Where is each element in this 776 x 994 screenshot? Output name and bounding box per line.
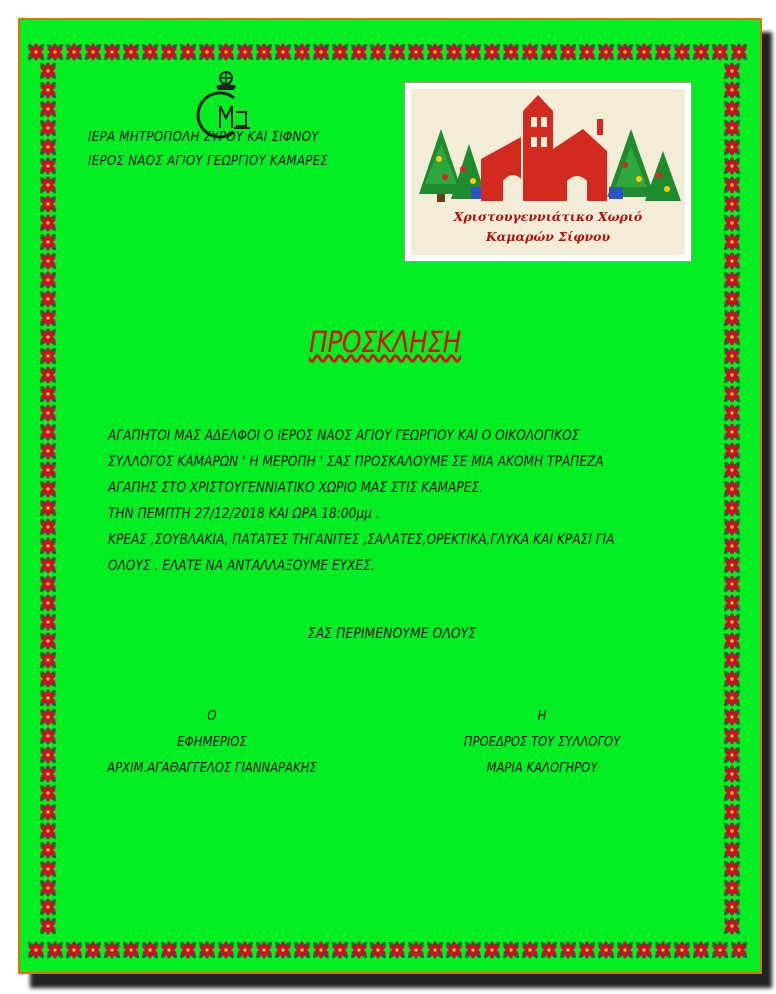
poinsettia-flower	[65, 43, 84, 62]
body-line-3: ΑΓΑΠΗΣ ΣΤΟ ΧΡΙΣΤΟΥΓΕΝΝΙΑΤΙΚΟ ΧΩΡΙΟ ΜΑΣ ΣΤΙΣ ΚΑΜΑΡΕΣ.	[108, 480, 484, 496]
poinsettia-flower	[388, 43, 407, 62]
org-line-church: ΙΕΡΟΣ ΝΑΟΣ ΑΓΙΟΥ ΓΕΩΡΓΙΟΥ ΚΑΜΑΡΕΣ	[88, 154, 329, 169]
poinsettia-flower	[39, 100, 58, 119]
poinsettia-flower	[723, 670, 742, 689]
sig-right-article: Η	[537, 708, 547, 724]
poinsettia-flower	[711, 43, 730, 62]
poinsettia-flower	[39, 613, 58, 632]
poinsettia-flower	[723, 81, 742, 100]
sig-left-role: ΕΦΗΜΕΡΙΟΣ	[177, 734, 247, 750]
poinsettia-flower	[179, 941, 198, 960]
poinsettia-flower	[293, 43, 312, 62]
poinsettia-flower	[122, 941, 141, 960]
poinsettia-flower	[723, 575, 742, 594]
poinsettia-flower	[160, 43, 179, 62]
poinsettia-flower	[369, 941, 388, 960]
poinsettia-flower	[723, 271, 742, 290]
poinsettia-flower	[723, 594, 742, 613]
poinsettia-flower	[540, 941, 559, 960]
poinsettia-flower	[723, 765, 742, 784]
poinsettia-flower	[39, 784, 58, 803]
poinsettia-flower	[65, 941, 84, 960]
poinsettia-flower	[723, 613, 742, 632]
poinsettia-flower	[331, 941, 350, 960]
poinsettia-flower	[39, 138, 58, 157]
poinsettia-flower	[723, 632, 742, 651]
poinsettia-flower	[723, 917, 742, 936]
poinsettia-flower	[723, 290, 742, 309]
poinsettia-flower	[39, 252, 58, 271]
poinsettia-flower	[293, 941, 312, 960]
poinsettia-flower	[723, 822, 742, 841]
poinsettia-flower	[236, 941, 255, 960]
poinsettia-flower	[483, 43, 502, 62]
poinsettia-flower	[723, 537, 742, 556]
poinsettia-flower	[255, 941, 274, 960]
christmas-village-logo	[404, 82, 692, 262]
poinsettia-flower	[711, 941, 730, 960]
org-line-metropolis: ΙΕΡΑ ΜΗΤΡΟΠΟΛΗ ΣΥΡΟΥ ΚΑΙ ΣΙΦΝΟΥ	[88, 130, 319, 145]
poinsettia-flower	[39, 594, 58, 613]
poinsettia-flower	[39, 461, 58, 480]
poinsettia-flower	[723, 708, 742, 727]
poinsettia-flower	[616, 43, 635, 62]
poinsettia-flower	[723, 157, 742, 176]
poinsettia-flower	[723, 366, 742, 385]
poinsettia-flower	[723, 860, 742, 879]
poinsettia-flower	[464, 941, 483, 960]
poinsettia-flower	[426, 43, 445, 62]
poinsettia-flower	[39, 708, 58, 727]
poinsettia-flower	[597, 941, 616, 960]
poinsettia-flower	[723, 518, 742, 537]
poinsettia-flower	[578, 43, 597, 62]
poinsettia-flower	[730, 941, 749, 960]
logo-caption-line1: Χριστουγεννιάτικο Χωριό	[453, 209, 643, 224]
poinsettia-flower	[635, 941, 654, 960]
poinsettia-flower	[274, 43, 293, 62]
poinsettia-flower	[521, 941, 540, 960]
poinsettia-flower	[388, 941, 407, 960]
poinsettia-flower	[654, 43, 673, 62]
poinsettia-flower	[445, 941, 464, 960]
poinsettia-flower	[635, 43, 654, 62]
poinsettia-flower	[39, 575, 58, 594]
poinsettia-flower	[723, 119, 742, 138]
poinsettia-flower	[103, 941, 122, 960]
poinsettia-flower	[141, 941, 160, 960]
poinsettia-flower	[540, 43, 559, 62]
poinsettia-flower	[521, 43, 540, 62]
body-line-1: ΑΓΑΠΗΤΟΙ ΜΑΣ ΑΔΕΛΦΟΙ Ο ΙΕΡΟΣ ΝΑΟΣ ΑΓΙΟΥ ΓΕΩΡΓΙΟΥ ΚΑΙ Ο ΟΙΚΟΛΟΓΙΚΟΣ	[108, 428, 580, 444]
poinsettia-flower	[723, 423, 742, 442]
poinsettia-flower	[39, 81, 58, 100]
poinsettia-flower	[723, 138, 742, 157]
poinsettia-flower	[27, 43, 46, 62]
poinsettia-flower	[723, 100, 742, 119]
poinsettia-flower	[141, 43, 160, 62]
poinsettia-flower	[39, 366, 58, 385]
poinsettia-flower	[692, 43, 711, 62]
body-line-5: ΚΡΕΑΣ ,ΣΟΥΒΛΑΚΙΑ, ΠΑΤΑΤΕΣ ΤΗΓΑΝΙΤΕΣ ,ΣΑΛΑΤΕΣ,ΟΡΕΚΤΙΚΑ,ΓΛΥΚΑ ΚΑΙ ΚΡΑΣΙ ΓΙΑ	[108, 532, 615, 548]
poinsettia-flower	[39, 746, 58, 765]
poinsettia-flower	[39, 157, 58, 176]
poinsettia-flower	[723, 556, 742, 575]
poinsettia-flower	[84, 43, 103, 62]
poinsettia-flower	[723, 841, 742, 860]
poinsettia-flower	[39, 518, 58, 537]
poinsettia-flower	[39, 214, 58, 233]
poinsettia-flower	[723, 651, 742, 670]
poinsettia-flower	[331, 43, 350, 62]
body-line-4: ΤΗΝ ΠΕΜΠΤΗ 27/12/2018 ΚΑΙ ΩΡΑ 18:00μμ .	[108, 506, 380, 522]
poinsettia-flower	[39, 651, 58, 670]
poinsettia-flower	[39, 233, 58, 252]
poinsettia-flower	[103, 43, 122, 62]
poinsettia-flower	[369, 43, 388, 62]
poinsettia-flower	[407, 941, 426, 960]
poinsettia-flower	[39, 727, 58, 746]
poinsettia-flower	[483, 941, 502, 960]
poinsettia-flower	[274, 941, 293, 960]
poinsettia-flower	[502, 941, 521, 960]
poinsettia-flower	[723, 442, 742, 461]
poinsettia-flower	[27, 941, 46, 960]
poinsettia-flower	[39, 556, 58, 575]
poinsettia-flower	[312, 43, 331, 62]
poinsettia-flower	[39, 347, 58, 366]
poinsettia-flower	[723, 898, 742, 917]
poinsettia-flower	[407, 43, 426, 62]
poinsettia-flower	[723, 784, 742, 803]
poinsettia-flower	[723, 727, 742, 746]
poinsettia-flower	[597, 43, 616, 62]
poinsettia-flower	[39, 841, 58, 860]
poinsettia-flower	[255, 43, 274, 62]
poinsettia-flower	[46, 43, 65, 62]
poinsettia-flower	[160, 941, 179, 960]
invitation-page	[18, 18, 762, 974]
poinsettia-flower	[39, 385, 58, 404]
poinsettia-flower	[39, 917, 58, 936]
poinsettia-flower	[673, 941, 692, 960]
poinsettia-flower	[179, 43, 198, 62]
invitation-title: ΠΡΟΣΚΛΗΣΗ	[308, 325, 462, 359]
poinsettia-flower	[723, 461, 742, 480]
poinsettia-flower	[673, 43, 692, 62]
poinsettia-flower	[46, 941, 65, 960]
poinsettia-flower	[39, 822, 58, 841]
poinsettia-flower	[217, 43, 236, 62]
poinsettia-flower	[84, 941, 103, 960]
sig-right-name: ΜΑΡΙΑ ΚΑΛΟΓΗΡΟΥ	[486, 760, 598, 776]
poinsettia-flower	[39, 803, 58, 822]
poinsettia-flower	[723, 879, 742, 898]
poinsettia-flower	[39, 119, 58, 138]
poinsettia-flower	[198, 941, 217, 960]
poinsettia-flower	[723, 328, 742, 347]
poinsettia-flower	[122, 43, 141, 62]
poinsettia-flower	[654, 941, 673, 960]
poinsettia-flower	[723, 385, 742, 404]
poinsettia-flower	[39, 328, 58, 347]
poinsettia-flower	[723, 803, 742, 822]
poinsettia-flower	[217, 941, 236, 960]
poinsettia-flower	[236, 43, 255, 62]
poinsettia-flower	[39, 423, 58, 442]
poinsettia-flower	[723, 233, 742, 252]
poinsettia-flower	[39, 879, 58, 898]
poinsettia-flower	[39, 480, 58, 499]
poinsettia-flower	[723, 309, 742, 328]
poinsettia-flower	[502, 43, 521, 62]
poinsettia-flower	[723, 480, 742, 499]
poinsettia-flower	[198, 43, 217, 62]
poinsettia-flower	[559, 941, 578, 960]
poinsettia-flower	[723, 347, 742, 366]
poinsettia-flower	[39, 860, 58, 879]
poinsettia-flower	[39, 404, 58, 423]
poinsettia-flower	[39, 309, 58, 328]
poinsettia-flower	[730, 43, 749, 62]
poinsettia-flower	[445, 43, 464, 62]
poinsettia-flower	[723, 404, 742, 423]
poinsettia-flower	[350, 43, 369, 62]
poinsettia-flower	[39, 271, 58, 290]
poinsettia-flower	[39, 442, 58, 461]
logo-caption-line2: Καμαρών Σίφνου	[485, 229, 611, 244]
poinsettia-flower	[312, 941, 331, 960]
poinsettia-flower	[39, 537, 58, 556]
poinsettia-flower	[426, 941, 445, 960]
poinsettia-flower	[39, 689, 58, 708]
poinsettia-flower	[723, 176, 742, 195]
poinsettia-flower	[723, 252, 742, 271]
poinsettia-flower	[39, 898, 58, 917]
body-line-2: ΣΥΛΛΟΓΟΣ ΚΑΜΑΡΩΝ ' Η ΜΕΡΟΠΗ ' ΣΑΣ ΠΡΟΣΚΑΛΟΥΜΕ ΣΕ ΜΙΑ ΑΚΟΜΗ ΤΡΑΠΕΖΑ	[108, 454, 604, 470]
body-line-6: ΟΛΟΥΣ . ΕΛΑΤΕ ΝΑ ΑΝΤΑΛΛΑΞΟΥΜΕ ΕΥΧΕΣ.	[108, 558, 375, 574]
poinsettia-flower	[616, 941, 635, 960]
poinsettia-flower	[39, 499, 58, 518]
poinsettia-flower	[723, 62, 742, 81]
poinsettia-flower	[559, 43, 578, 62]
poinsettia-flower	[350, 941, 369, 960]
poinsettia-flower	[39, 176, 58, 195]
poinsettia-flower	[692, 941, 711, 960]
poinsettia-flower	[39, 632, 58, 651]
poinsettia-flower	[39, 195, 58, 214]
poinsettia-flower	[39, 290, 58, 309]
sig-left-article: Ο	[207, 708, 217, 724]
poinsettia-flower	[39, 670, 58, 689]
poinsettia-flower	[723, 499, 742, 518]
poinsettia-flower	[723, 746, 742, 765]
poinsettia-flower	[723, 214, 742, 233]
poinsettia-flower	[578, 941, 597, 960]
poinsettia-flower	[39, 765, 58, 784]
closing-text: ΣΑΣ ΠΕΡΙΜΕΝΟΥΜΕ ΟΛΟΥΣ	[307, 626, 477, 642]
poinsettia-flower	[723, 689, 742, 708]
sig-left-name: ΑΡΧΙΜ.ΑΓΑΘΑΓΓΕΛΟΣ ΓΙΑΝΝΑΡΑΚΗΣ	[107, 760, 317, 776]
poinsettia-flower	[464, 43, 483, 62]
sig-right-role: ΠΡΟΕΔΡΟΣ ΤΟΥ ΣΥΛΛΟΓΟΥ	[463, 734, 621, 750]
poinsettia-flower	[723, 195, 742, 214]
poinsettia-flower	[39, 62, 58, 81]
